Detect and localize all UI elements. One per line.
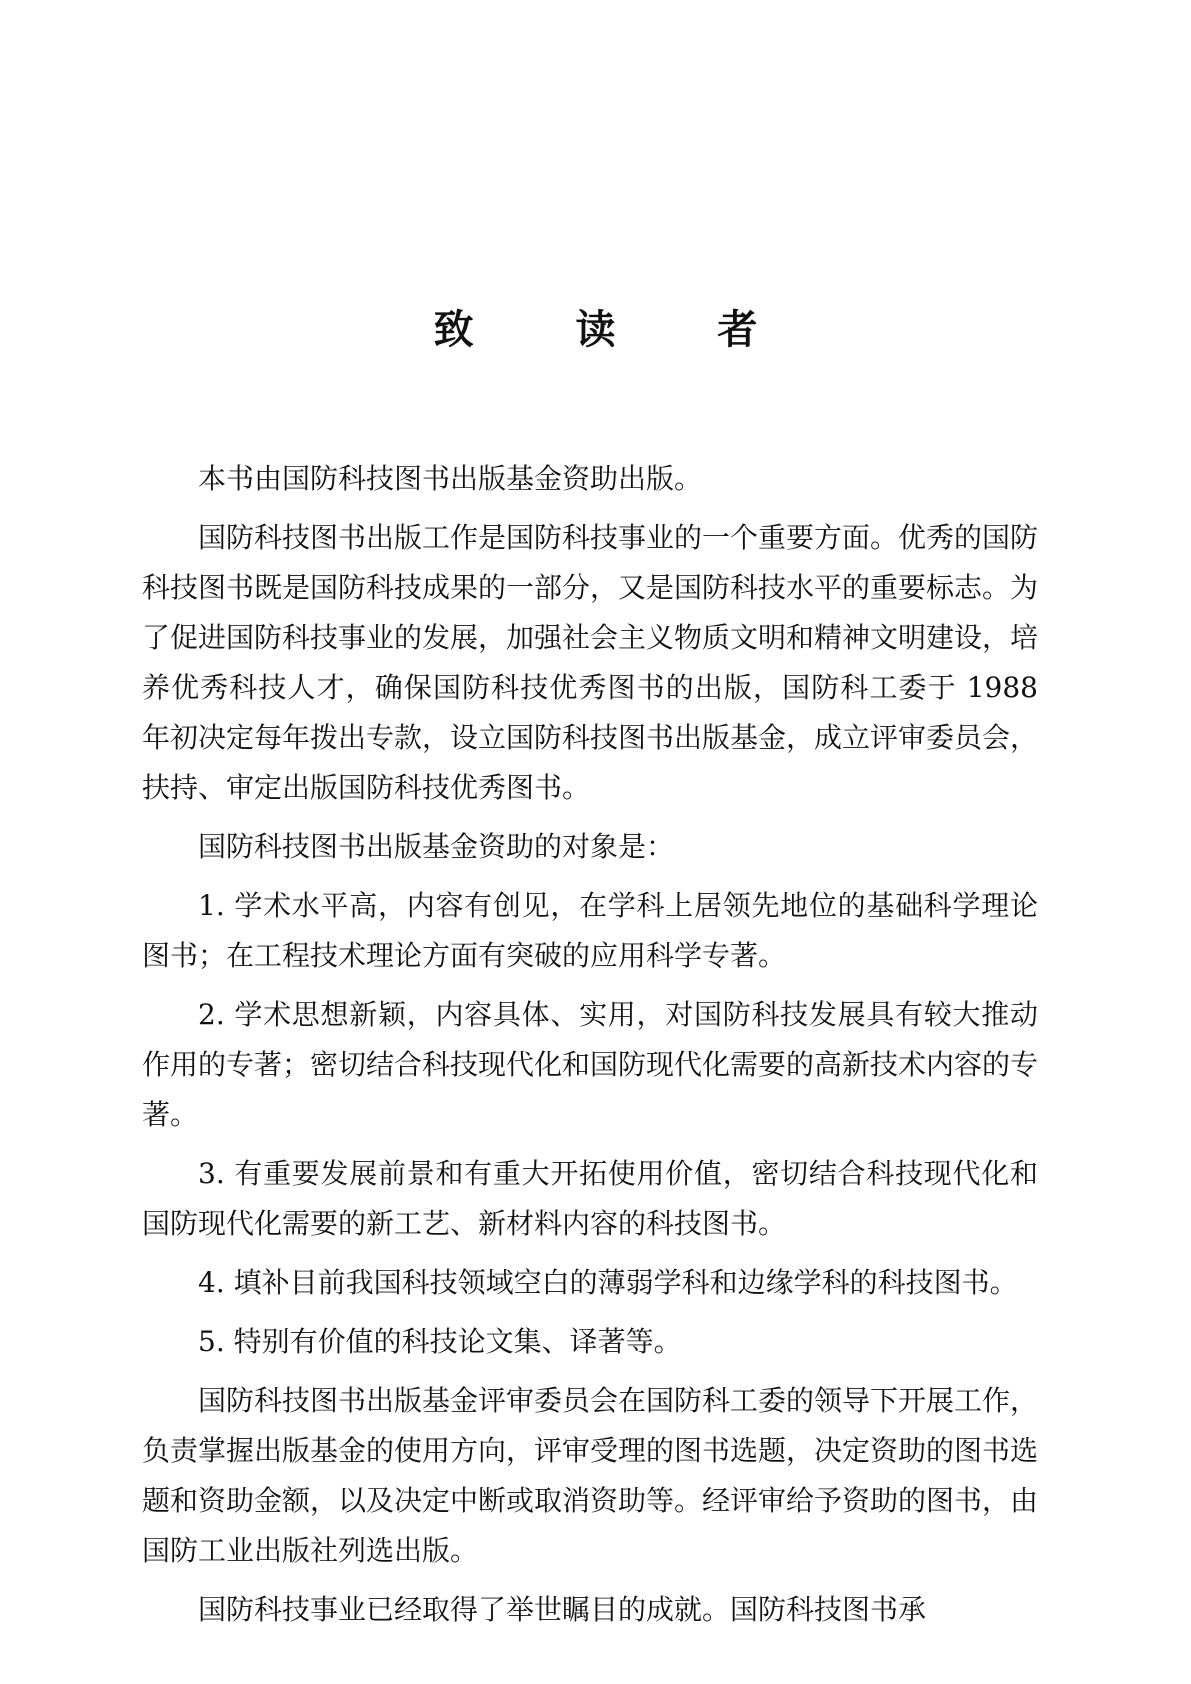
paragraph-intro: 本书由国防科技图书出版基金资助出版。 [198,462,703,495]
list-item-1: 1. 学术水平高，内容有创见，在学科上居领先地位的基础科学理论图书；在工程技术理论方面有突破的应用科学专著。 [142,889,1038,972]
page-title: 致 读 者 [433,306,802,353]
body-text [142,454,1038,1644]
list-item-2: 2. 学术思想新颖，内容具体、实用，对国防科技发展具有较大推动作用的专著；密切结合科技现代化和国防现代化需要的高新技术内容的专著。 [142,998,1039,1131]
list-item-3: 3. 有重要发展前景和有重大开拓使用价值，密切结合科技现代化和国防现代化需要的新工艺、新材料内容的科技图书。 [142,1157,1038,1240]
paragraph-funding-targets: 国防科技图书出版基金资助的对象是： [198,830,675,863]
paragraph-background: 国防科技图书出版工作是国防科技事业的一个重要方面。优秀的国防科技图书既是国防科技成果的一部分，又是国防科技水平的重要标志。为了促进国防科技事业的发展，加强社会主义物质文明和精神文明建设，培养优秀科技人才，确保国防科技优秀图书的出版，国防科工委于 1988 年初决定每年拨出专款，设立国防科技图书出版基金，成立评审委员会，扶持、审定出版国防科技优秀图书。 [142,521,1039,804]
paragraph-committee: 国防科技图书出版基金评审委员会在国防科工委的领导下开展工作，负责掌握出版基金的使用方向，评审受理的图书选题，决定资助的图书选题和资助金额，以及决定中断或取消资助等。经评审给予资助的图书，由国防工业出版社列选出版。 [142,1384,1039,1567]
list-item-5: 5. 特别有价值的科技论文集、译著等。 [198,1325,682,1358]
list-item-4: 4. 填补目前我国科技领域空白的薄弱学科和边缘学科的科技图书。 [198,1266,1018,1299]
paragraph-closing: 国防科技事业已经取得了举世瞩目的成就。国防科技图书承 [198,1593,927,1626]
